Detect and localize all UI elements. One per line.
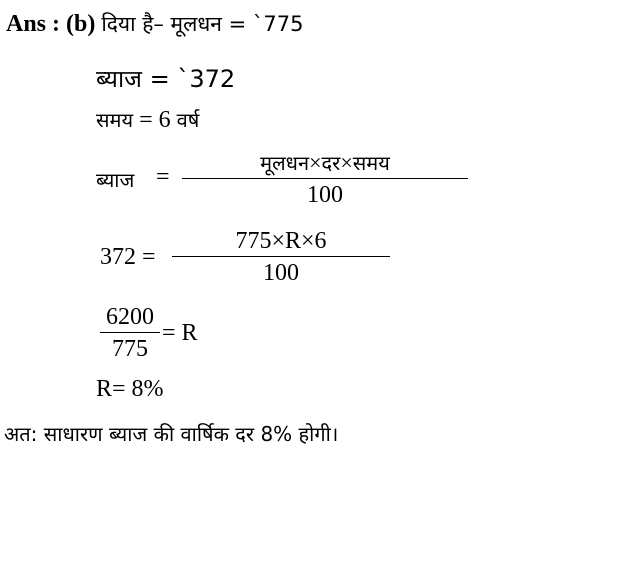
formula-denominator: 100 — [307, 182, 343, 208]
time-value: 6 — [158, 107, 171, 133]
times-sign: × — [340, 150, 353, 175]
solve-fraction — [100, 302, 160, 365]
substitution-lhs: 372 = — [100, 244, 156, 270]
time-equals: = — [139, 107, 153, 133]
result-line: R= 8% — [96, 376, 164, 402]
substitution-fraction — [172, 226, 390, 289]
interest-line: ब्याज = `372 — [96, 65, 236, 93]
solve-denominator: 775 — [112, 336, 148, 362]
time-unit: वर्ष — [176, 108, 200, 132]
numerator-rate: दर — [321, 151, 341, 175]
formula-equals: = — [156, 164, 170, 190]
time-label: समय — [96, 108, 134, 132]
formula-numerator — [182, 148, 468, 178]
numerator-time: समय — [352, 151, 390, 175]
substitution-numerator: 775×R×6 — [235, 228, 327, 254]
given-principal-text: दिया है– मूलधन = `775 — [101, 12, 304, 36]
times-sign: × — [309, 150, 322, 175]
solve-numerator: 6200 — [106, 304, 154, 330]
numerator-principal: मूलधन — [260, 151, 310, 175]
formula-fraction — [182, 148, 468, 211]
answer-label: Ans : (b) — [6, 11, 96, 37]
substitution-denominator: 100 — [263, 260, 299, 286]
conclusion-line: अत: साधारण ब्याज की वार्षिक दर 8% होगी। — [4, 422, 339, 446]
answer-line — [6, 10, 303, 38]
formula-lhs: ब्याज — [96, 168, 135, 192]
time-line — [96, 106, 199, 134]
solve-rhs: = R — [162, 320, 198, 346]
